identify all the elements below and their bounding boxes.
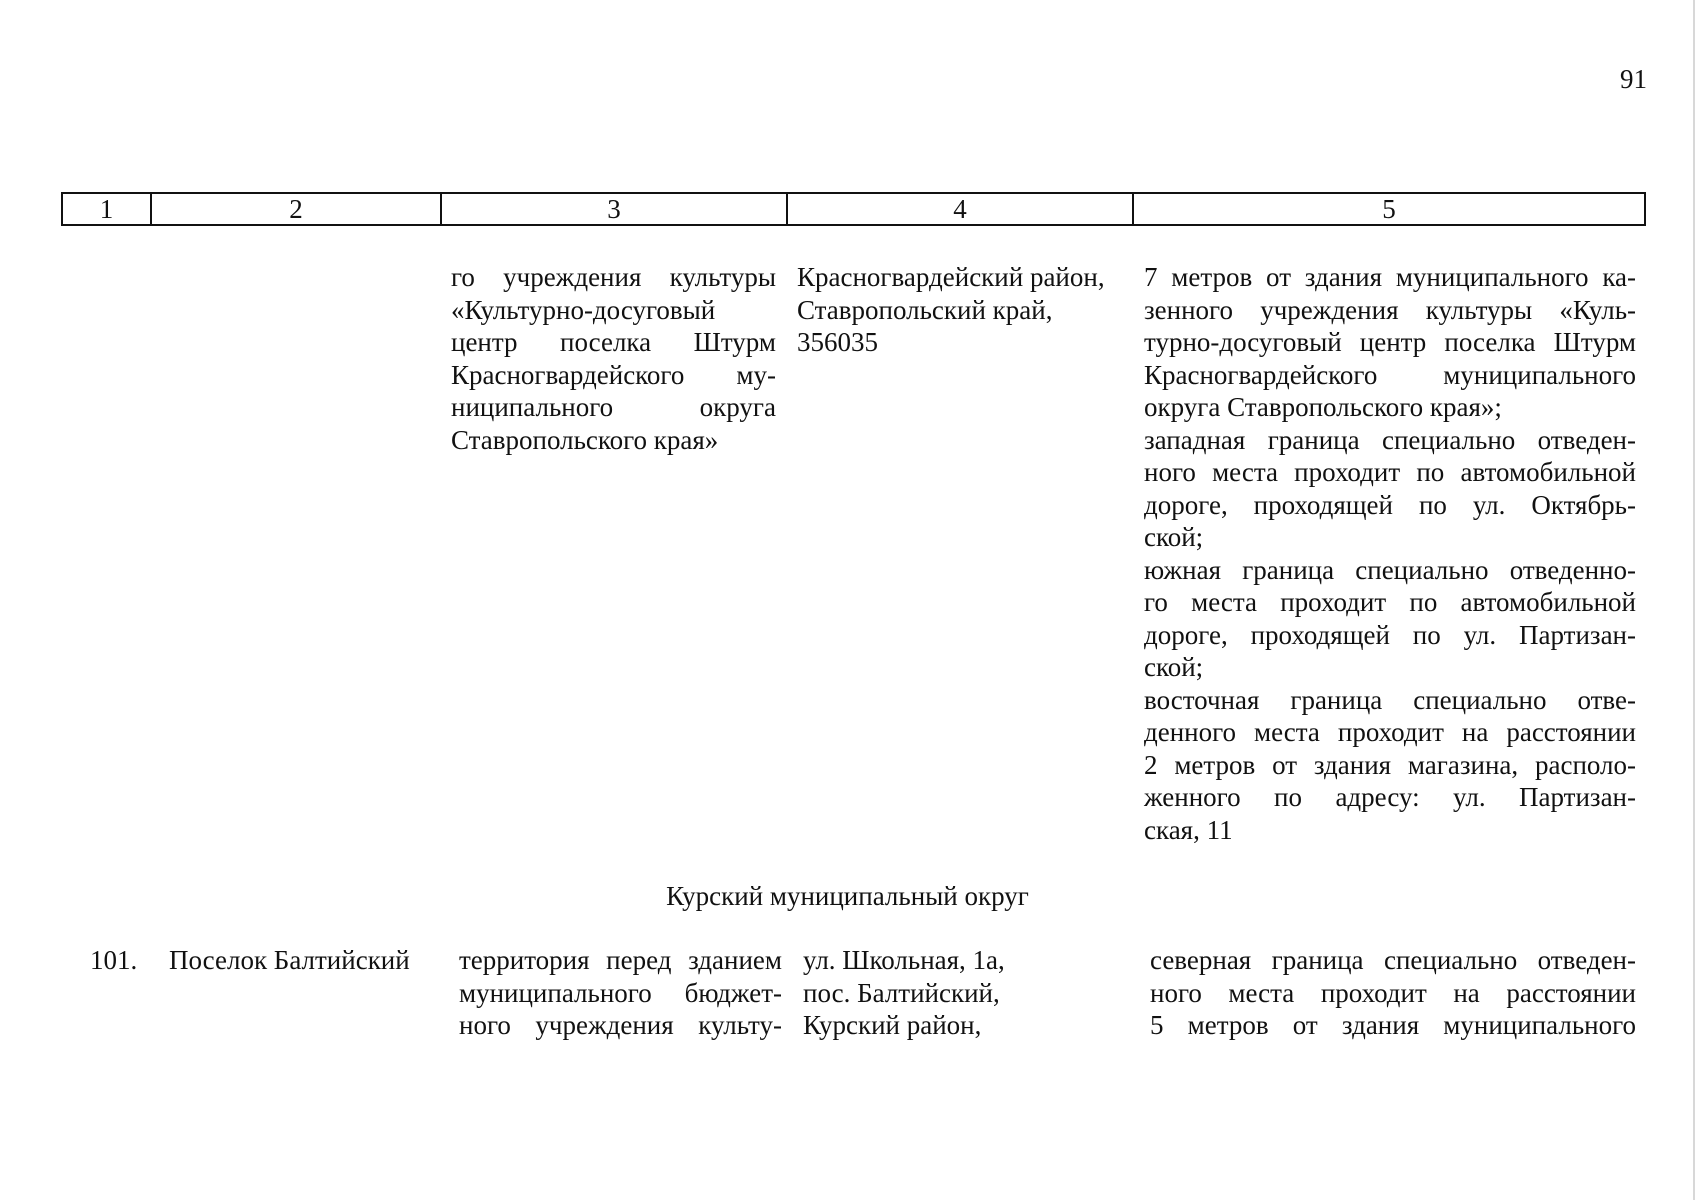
- page-number: 91: [1620, 64, 1647, 94]
- column-header-5: 5: [1133, 193, 1645, 225]
- text-line: ниципального округа: [451, 392, 776, 422]
- text-line: турно-досуговый центр поселка Штурм: [1144, 327, 1636, 357]
- text-line: дороге, проходящей по ул. Октябрь-: [1144, 489, 1636, 520]
- text-line: округа Ставропольского края»;: [1144, 392, 1502, 422]
- text-line: 7 метров от здания муниципального ка-: [1144, 262, 1636, 292]
- text-line: северная граница специально отведен-: [1150, 945, 1636, 975]
- text-line: ного учреждения культу-: [459, 1010, 782, 1040]
- column-header-1: 1: [62, 193, 151, 225]
- text-line: Курский район,: [803, 1010, 982, 1040]
- section-title: Курский муниципальный округ: [666, 881, 1029, 911]
- text-line: ская, 11: [1144, 814, 1233, 845]
- text-line: южная граница специально отведенно-: [1144, 554, 1636, 585]
- row-101-number: 101.: [90, 945, 138, 975]
- column-header-3: 3: [441, 193, 787, 225]
- text-line: ул. Школьная, 1а,: [803, 945, 1005, 975]
- continued-row-facility-cell: [451, 261, 776, 456]
- column-header-2: 2: [151, 193, 441, 225]
- text-line: женного по адресу: ул. Партизан-: [1144, 782, 1636, 812]
- text-line: денного места проходит на расстоянии: [1144, 717, 1636, 747]
- column-header-4: 4: [787, 193, 1133, 225]
- row-101-facility-cell: [459, 944, 782, 1042]
- continued-row-address-cell: [797, 261, 1127, 359]
- text-line: 5 метров от здания муниципального: [1150, 1010, 1636, 1040]
- text-line: Красногвардейского муниципального: [1144, 359, 1636, 390]
- text-line: 2 метров от здания магазина, располо-: [1144, 749, 1636, 780]
- row-101-boundary-cell: [1150, 944, 1636, 1042]
- text-line: территория перед зданием: [459, 945, 782, 975]
- text-line: ской;: [1144, 652, 1204, 682]
- text-line: 356035: [797, 327, 878, 357]
- text-line: зенного учреждения культуры «Куль-: [1144, 294, 1636, 325]
- text-line: го места проходит по автомобильной: [1144, 587, 1636, 617]
- row-101-address-cell: [803, 944, 1123, 1042]
- text-line: муниципального бюджет-: [459, 977, 782, 1008]
- text-line: ской;: [1144, 522, 1204, 552]
- text-line: Красногвардейского му-: [451, 359, 776, 390]
- text-line: западная граница специально отведен-: [1144, 424, 1636, 455]
- text-line: ного места проходит по автомобильной: [1144, 457, 1636, 487]
- text-line: «Культурно-досуговый: [451, 294, 716, 325]
- row-101-settlement-name: Поселок Балтийский: [169, 945, 410, 975]
- text-line: дороге, проходящей по ул. Партизан-: [1144, 619, 1636, 650]
- text-line: го учреждения культуры: [451, 262, 776, 292]
- text-line: восточная граница специально отве-: [1144, 684, 1636, 715]
- text-line: Ставропольский край,: [797, 294, 1053, 325]
- continued-row-boundary-cell: [1144, 261, 1636, 846]
- text-line: Красногвардейский район,: [797, 262, 1105, 292]
- text-line: центр поселка Штурм: [451, 327, 776, 357]
- text-line: пос. Балтийский,: [803, 977, 1000, 1008]
- text-line: Ставропольского края»: [451, 424, 719, 455]
- text-line: ного места проходит на расстоянии: [1150, 977, 1636, 1008]
- column-header-row: [61, 192, 1646, 226]
